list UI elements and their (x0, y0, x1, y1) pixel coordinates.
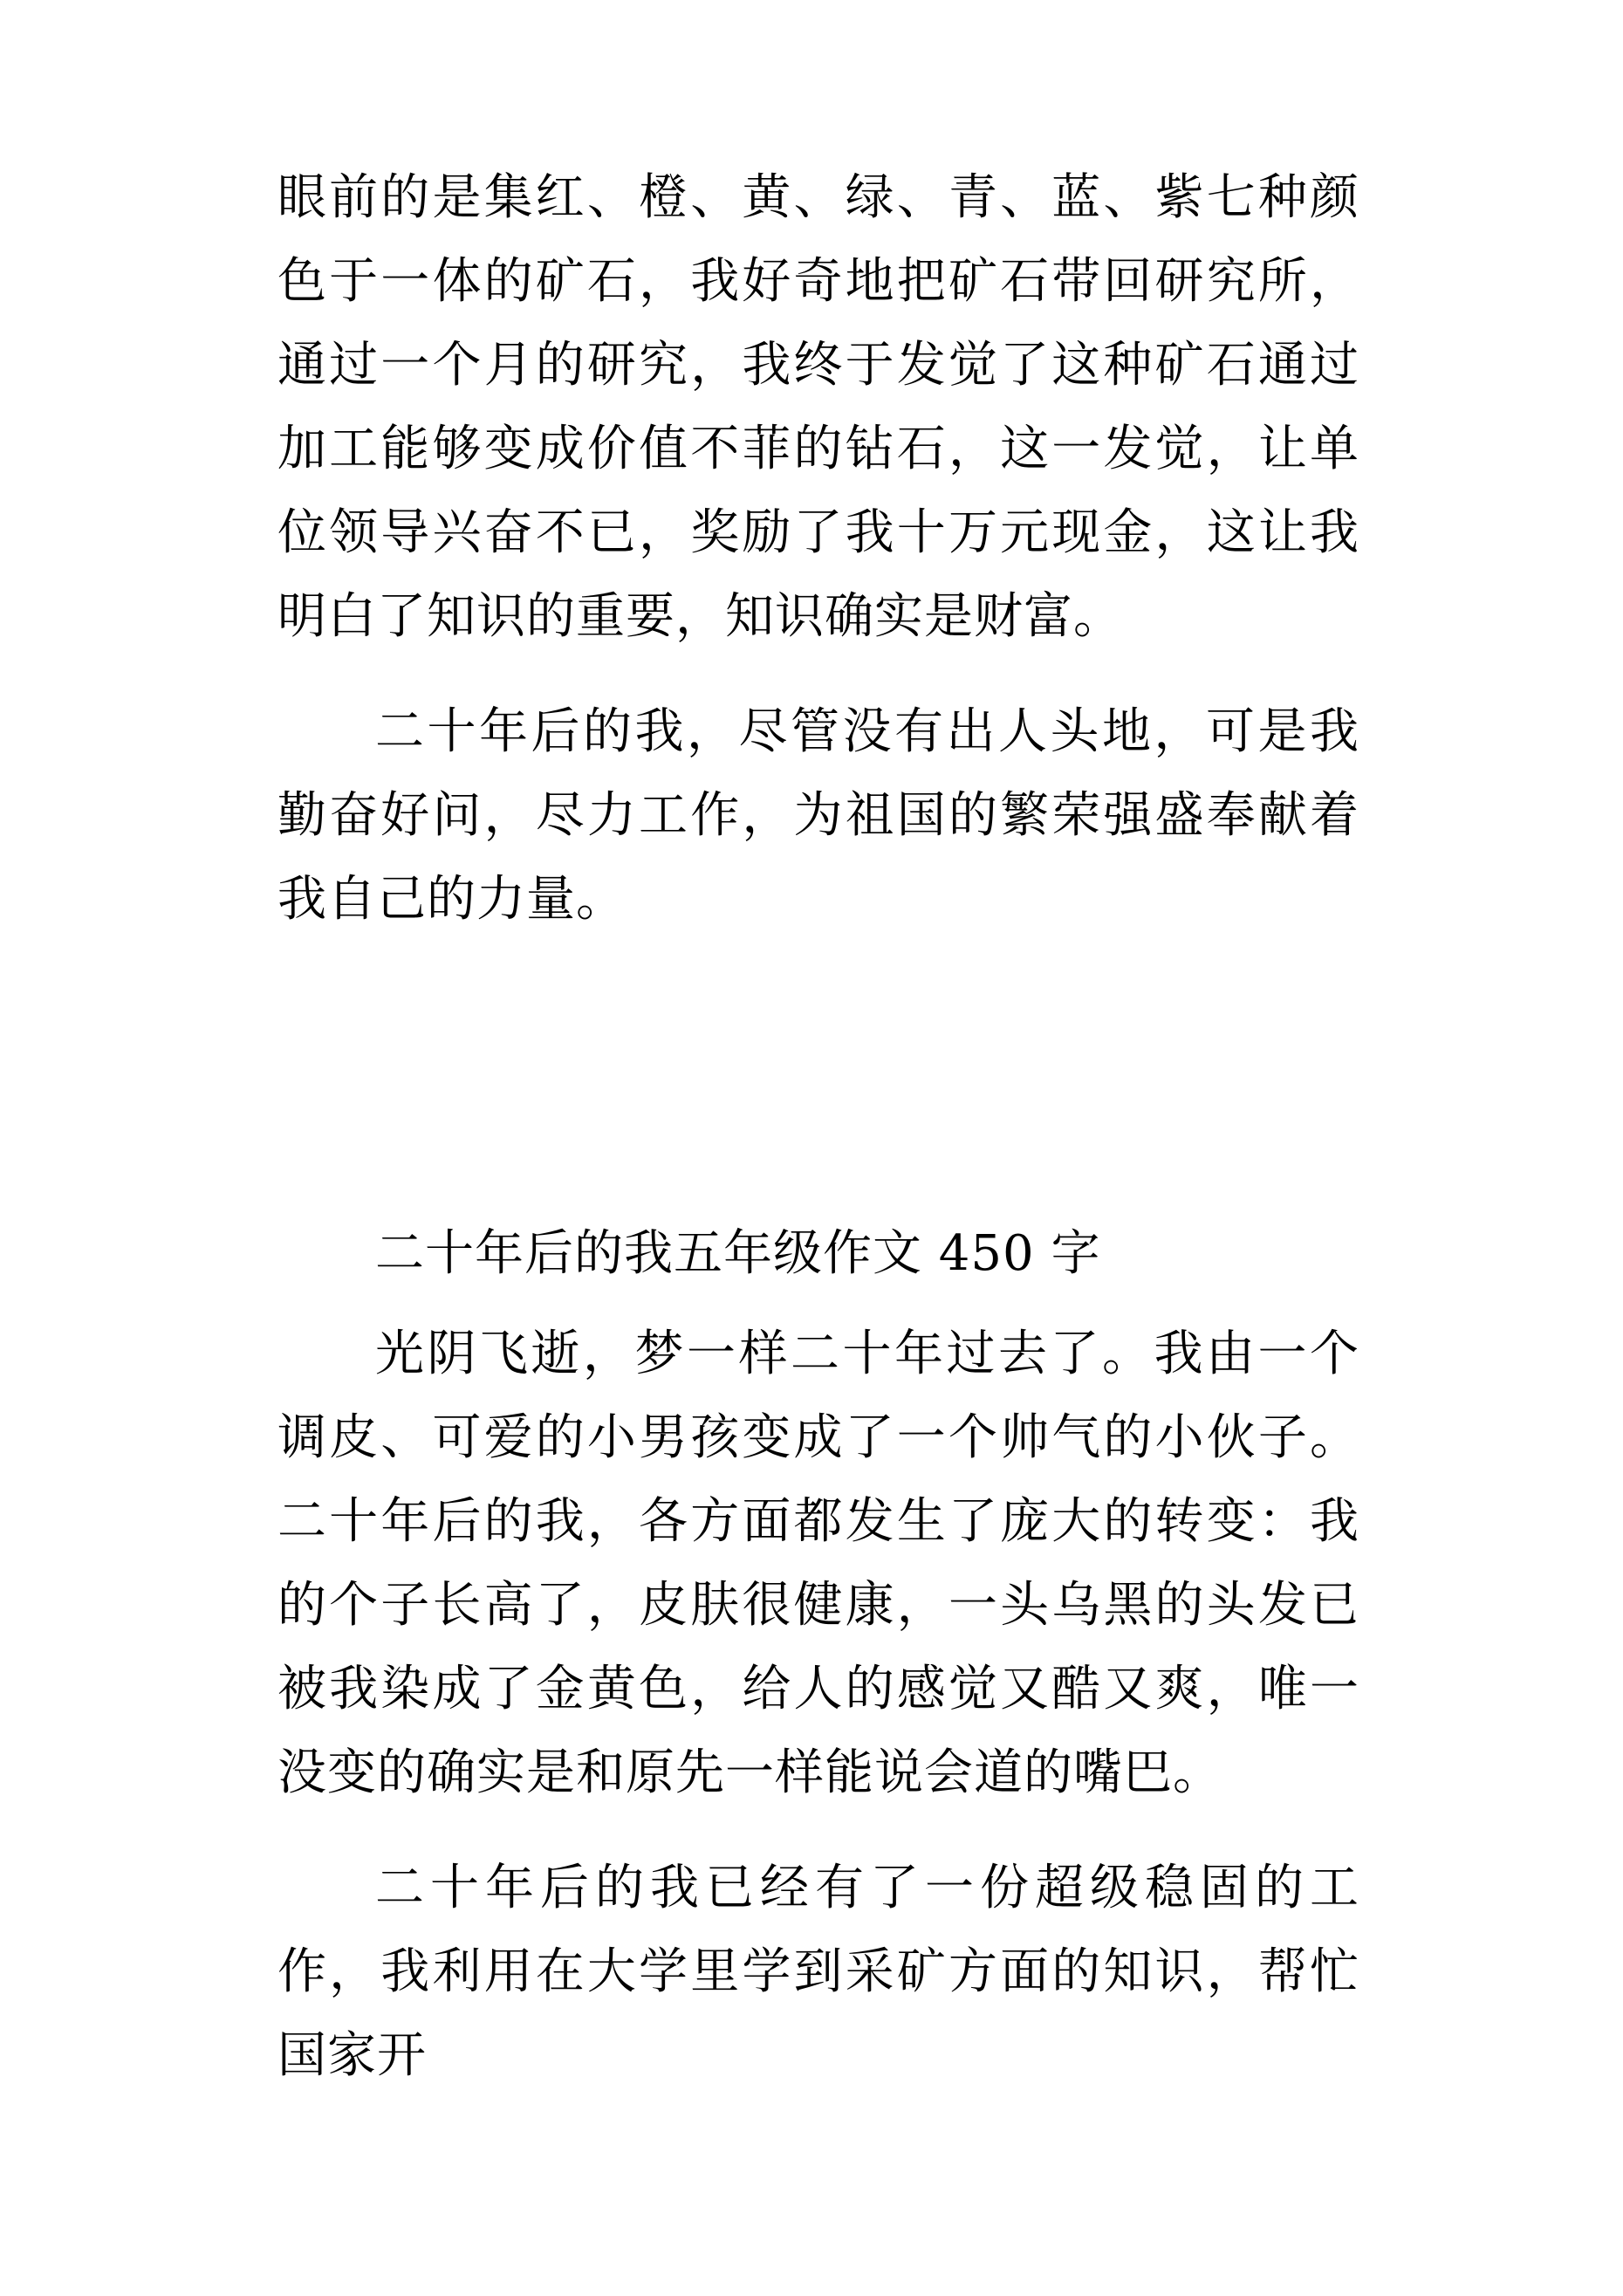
essay-title: 二十年后的我五年级作文 450 字 (375, 1225, 1101, 1282)
body-paragraph: 光阴飞逝，梦一样二十年过去了。我由一个调皮、可爱的小男孩变成了一个帅气的小伙子。二十年后的我，各方面都发生了庞大的转变：我的个子长高了，皮肤很健康，一头乌黑的头发已被我染成了金黄色，给人的感觉又酷又爽，唯一没变的确实是和原先一样能说会道的嘴巴。 (277, 1326, 1359, 1801)
body-paragraph: 二十年后的我已经有了一份超级稳固的工作，我利用在大学里学到采矿方面的知识，帮忙国家开 (277, 1860, 1359, 2084)
body-paragraph: 二十年后的我，尽管没有出人头地，可是我勤奋好问，尽力工作，为祖国的繁荣强盛奉献着我自己的力量。 (277, 703, 1359, 928)
body-paragraph: 眼前的是集红、橙、黄、绿、青、蓝、紫七种颜色于一体的矿石，我好奇地把矿石带回研究所，通过一个月的研究，我终于发觉了这种矿石通过加工能够变成价值不菲的钻石，这一发觉，让单位领导兴奋不已，奖励了我十万元现金，这让我明白了知识的重要，知识确实是财富。 (277, 169, 1359, 645)
